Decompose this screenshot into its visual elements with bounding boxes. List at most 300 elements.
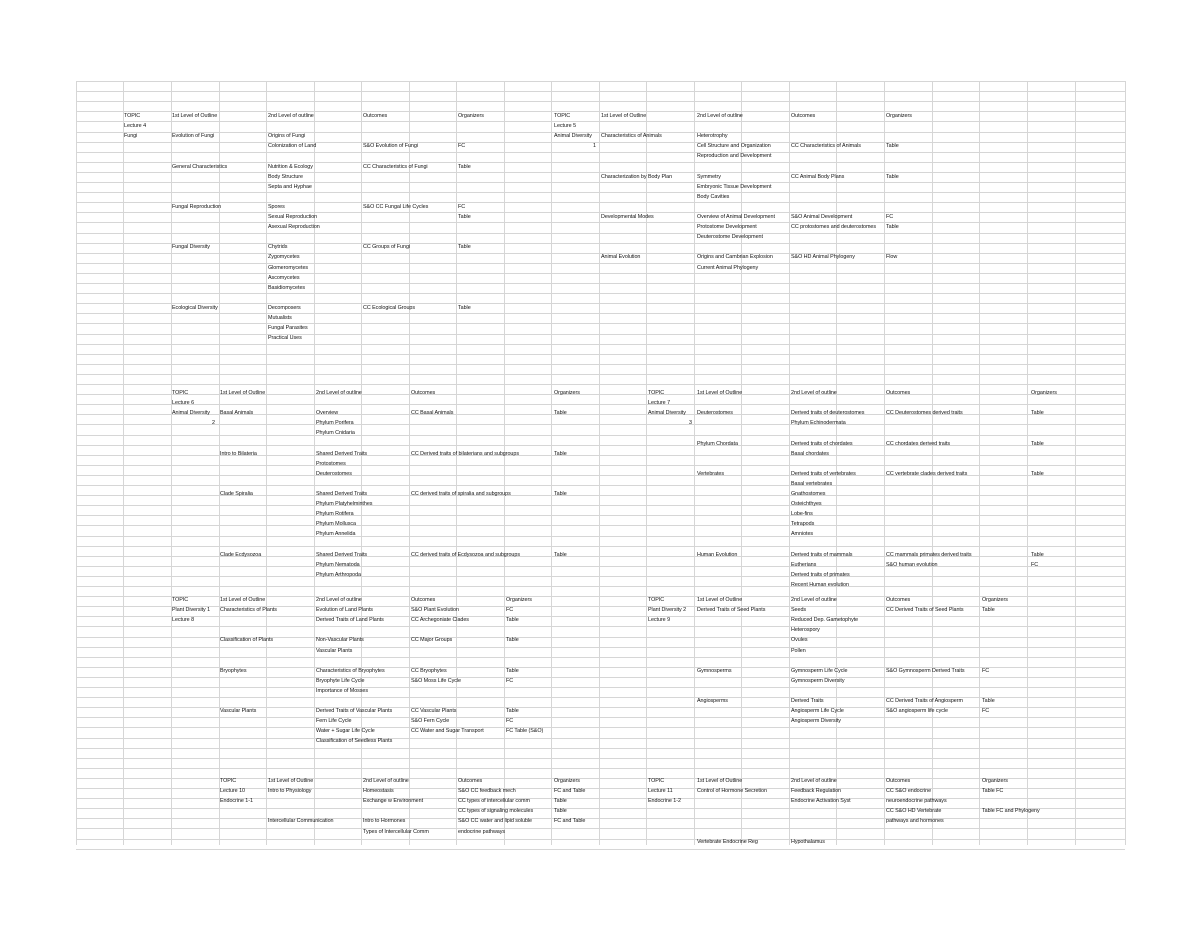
cell-b4-r0-f1[interactable]: 1st Level of Outline (268, 778, 314, 784)
cell-b1-r14-c9[interactable]: Flow (886, 254, 898, 261)
cell-b4-r1-f2[interactable]: Homeostasis (363, 788, 394, 795)
cell-b2-r2-d8[interactable]: CC Deuterostomes derived traits (886, 410, 963, 417)
row-gridline (76, 404, 1125, 405)
cell-b3-r2-e4[interactable]: Table (506, 617, 519, 624)
column-gridline (219, 81, 220, 845)
cell-b3-r11-d1[interactable]: Vascular Plants (220, 708, 257, 715)
cell-b3-r0-d8[interactable]: Outcomes (886, 597, 911, 603)
cell-b4-r1-d7[interactable]: Feedback Regulation (791, 788, 841, 795)
cell-b2-r5-d7[interactable]: Derived traits of chordates (791, 440, 853, 447)
row-gridline (76, 566, 1125, 567)
row-gridline (76, 374, 1125, 375)
cell-b2-r16-d1[interactable]: Clade Ecdysozoa (220, 551, 262, 558)
cell-b3-r1-d6[interactable]: Derived Traits of Seed Plants (697, 607, 766, 614)
cell-b1-r3-c7[interactable]: Cell Structure and Organization (697, 143, 771, 150)
cell-b3-r5-d7[interactable]: Pollen (791, 647, 806, 654)
cell-b3-r7-d1[interactable]: Bryophytes (220, 667, 247, 674)
cell-b1-r7-c2[interactable]: Septa and Hyphae (268, 183, 312, 190)
cell-b2-r18-d2[interactable]: Phylum Arthropoda (316, 571, 361, 578)
cell-b2-r16-d3[interactable]: CC derived traits of Ecdysozoa and subgroups (411, 551, 520, 558)
cell-b4-r2-d5[interactable]: Endocrine 1-2 (648, 798, 681, 805)
cell-b1-r3-c9[interactable]: Table (886, 143, 899, 150)
cell-b4-r3-f3[interactable]: CC types of signaling molecules (458, 808, 534, 815)
cell-b1-r5-c1[interactable]: General Characteristics (172, 163, 228, 170)
row-gridline (76, 697, 1125, 698)
row-gridline (76, 192, 1125, 193)
cell-b1-r0-c6[interactable]: 1st Level of Outline (601, 113, 647, 119)
cell-b1-r14-c2[interactable]: Zygomycetes (268, 254, 300, 261)
row-gridline (76, 616, 1125, 617)
cell-b2-r17-d2[interactable]: Phylum Nematoda (316, 561, 360, 568)
cell-b2-r0-d4[interactable]: Organizers (554, 390, 580, 396)
cell-b2-r10-d1[interactable]: Clade Spiralia (220, 491, 253, 497)
cell-b4-r1-d6[interactable]: Control of Hormone Secretion (697, 788, 767, 795)
cell-b2-r6-d2[interactable]: Shared Derived Traits (316, 450, 368, 457)
cell-b3-r2-d0[interactable]: Lecture 8 (172, 617, 195, 624)
cell-b2-r2-d9[interactable]: Table (1031, 410, 1044, 417)
row-gridline (76, 576, 1125, 577)
cell-b3-r7-d2[interactable]: Characteristics of Bryophytes (316, 667, 385, 674)
cell-b2-r8-d7[interactable]: Derived traits of vertebrates (791, 470, 856, 477)
row-gridline (76, 525, 1125, 526)
row-gridline (76, 233, 1125, 234)
cell-b1-r3-c2[interactable]: Colonization of Land (268, 143, 317, 150)
cell-b2-r9-d7[interactable]: Basal vertebrates (791, 480, 833, 487)
cell-b4-r0-e9[interactable]: Organizers (982, 778, 1008, 784)
cell-b1-r13-c3[interactable]: CC Groups of Fungi (363, 244, 411, 251)
cell-b3-r1-d2[interactable]: Evolution of Land Plants (316, 607, 373, 614)
cell-b1-r0-c8[interactable]: Outcomes (791, 113, 816, 119)
cell-b2-r0-d2[interactable]: 2nd Level of outline (316, 390, 362, 396)
cell-b2-r1-d5[interactable]: Lecture 7 (648, 400, 671, 407)
cell-b2-r0-d0[interactable]: TOPIC (172, 390, 189, 396)
cell-b2-r18-d7[interactable]: Derived traits of primates (791, 571, 850, 578)
cell-b2-r2-d5[interactable]: Animal Diversity (648, 410, 686, 417)
cell-b3-r13-d3[interactable]: CC Water and Sugar Transport (411, 728, 484, 735)
cell-b1-r0-c3[interactable]: Outcomes (363, 113, 388, 119)
row-gridline (76, 354, 1125, 355)
cell-b1-r11-c2[interactable]: Asexual Reproduction (268, 224, 320, 231)
cell-b3-r3-d7[interactable]: Heterospory (791, 627, 820, 634)
cell-b3-r1-d5[interactable]: Plant Diversity 2 (648, 607, 687, 614)
cell-b2-r0-d6[interactable]: 1st Level of Outline (697, 390, 743, 396)
cell-b4-r3-e9[interactable]: Table FC and Phylogeny (982, 808, 1040, 815)
cell-b1-r3-c5r[interactable]: 1 (593, 143, 596, 150)
column-gridline (171, 81, 172, 845)
cell-b3-r2-d2[interactable]: Derived Traits of Land Plants (316, 617, 384, 624)
cell-b1-r14-c6[interactable]: Animal Evolution (601, 254, 641, 261)
cell-b3-r8-d3[interactable]: S&O Moss Life Cycle (411, 677, 461, 684)
cell-b2-r0-d3[interactable]: Outcomes (411, 390, 436, 396)
cell-b4-r2-f4[interactable]: Table (554, 798, 567, 805)
cell-b4-r3-d8[interactable]: CC S&O HD Vertebrate (886, 808, 942, 815)
cell-b2-r6-d7[interactable]: Basal chordates (791, 450, 829, 457)
cell-b2-r8-d8[interactable]: CC vertebrate clades derived traits (886, 470, 968, 477)
cell-b2-r16-d2[interactable]: Shared Derived Traits (316, 551, 368, 558)
cell-b4-r1-f0[interactable]: Lecture 10 (220, 788, 245, 795)
row-gridline (76, 152, 1125, 153)
cell-b3-r10-d7[interactable]: Derived Traits (791, 698, 824, 704)
row-gridline (76, 727, 1125, 728)
cell-b1-r0-c4[interactable]: Organizers (458, 113, 484, 119)
cell-b3-r11-e4[interactable]: Table (506, 708, 519, 715)
row-gridline (76, 344, 1125, 345)
cell-b2-r3-d2[interactable]: Phylum Porifera (316, 420, 354, 427)
cell-b1-r5-c3[interactable]: CC Characteristics of Fungi (363, 163, 428, 170)
row-gridline (76, 121, 1125, 122)
cell-b4-r2-f2[interactable]: Exchange w Environment (363, 798, 424, 805)
cell-b2-r6-d3[interactable]: CC Derived traits of bilaterians and subgroups (411, 450, 519, 457)
cell-b3-r11-e9[interactable]: FC (982, 708, 990, 715)
cell-b2-r16-d8[interactable]: CC mammals primates derived traits (886, 551, 972, 558)
row-gridline (76, 515, 1125, 516)
cell-b1-r13-c4[interactable]: Table (458, 244, 471, 251)
cell-b2-r2-d3[interactable]: CC Basal Animals (411, 410, 454, 417)
column-gridline (1027, 81, 1028, 845)
cell-b4-r2-f0[interactable]: Endocrine 1-1 (220, 798, 253, 805)
cell-b2-r10-d4[interactable]: Table (554, 491, 567, 497)
cell-b4-r0-d8[interactable]: Outcomes (886, 778, 911, 784)
cell-b3-r7-e9[interactable]: FC (982, 667, 990, 674)
cell-b1-r10-c8[interactable]: S&O Animal Development (791, 214, 853, 220)
cell-b2-r17-d8[interactable]: S&O human evolution (886, 561, 938, 568)
cell-b3-r7-d6[interactable]: Gymnosperms (697, 667, 732, 674)
cell-b3-r13-d2[interactable]: Water + Sugar Life Cycle (316, 728, 375, 735)
cell-b3-r11-d3[interactable]: CC Vascular Plants (411, 708, 457, 715)
cell-b1-r22-c2[interactable]: Practical Uses (268, 335, 302, 342)
cell-b2-r0-d8[interactable]: Outcomes (886, 390, 911, 396)
cell-b3-r12-d7[interactable]: Angiosperm Diversity (791, 718, 841, 725)
cell-b3-r1-d0[interactable]: Plant Diversity 1 (172, 607, 211, 614)
cell-b1-r2-c7[interactable]: Heterotrophy (697, 133, 728, 140)
cell-b1-r9-c3[interactable]: S&O CC Fungal Life Cycles (363, 203, 429, 210)
cell-b4-r2-d7[interactable]: Endocrine Activation Syst (791, 798, 851, 805)
cell-b1-r6-c8[interactable]: CC Animal Body Plans (791, 173, 845, 180)
cell-b2-r1-d0[interactable]: Lecture 6 (172, 400, 195, 407)
cell-b1-r10-c9[interactable]: FC (886, 214, 894, 220)
cell-b3-r2-d5[interactable]: Lecture 9 (648, 617, 671, 624)
cell-b1-r19-c2[interactable]: Decomposers (268, 304, 301, 311)
cell-b3-r4-d7[interactable]: Ovules (791, 637, 808, 644)
cell-b3-r0-d6[interactable]: 1st Level of Outline (697, 597, 743, 603)
row-gridline (76, 626, 1125, 627)
cell-b2-r2-d6[interactable]: Deuterostomes (697, 410, 733, 417)
cell-b1-r11-c9[interactable]: Table (886, 224, 899, 231)
cell-b1-r0-c2[interactable]: 2nd Level of outline (268, 113, 314, 119)
cell-b1-r9-c4[interactable]: FC (458, 203, 466, 210)
cell-b4-r3-f4[interactable]: Table (554, 808, 567, 815)
cell-b1-r8-c7[interactable]: Body Cavities (697, 193, 730, 200)
row-gridline (76, 323, 1125, 324)
cell-b2-r2-d7[interactable]: Derived traits of deuterostomes (791, 410, 865, 417)
row-gridline (76, 748, 1125, 749)
cell-b1-r16-c2[interactable]: Ascomycetes (268, 274, 300, 281)
cell-b1-r12-c7[interactable]: Deuterostome Development (697, 234, 763, 241)
cell-b2-r17-d7[interactable]: Eutherians (791, 561, 817, 568)
cell-b3-r0-d5[interactable]: TOPIC (648, 597, 665, 603)
cell-b2-r17-d9[interactable]: FC (1031, 561, 1039, 568)
cell-b3-r0-d3[interactable]: Outcomes (411, 597, 436, 603)
cell-b3-r10-e9[interactable]: Table (982, 698, 995, 704)
column-gridline (266, 81, 267, 845)
column-gridline (646, 81, 647, 845)
row-gridline (76, 293, 1125, 294)
cell-b2-r13-d2[interactable]: Phylum Mollusca (316, 521, 356, 528)
cell-b1-r9-c2[interactable]: Spores (268, 203, 285, 210)
cell-b2-r0-d7[interactable]: 2nd Level of outline (791, 390, 837, 396)
cell-b2-r5-d9[interactable]: Table (1031, 440, 1044, 447)
cell-b2-r16-d4[interactable]: Table (554, 551, 567, 558)
cell-b1-r13-c1[interactable]: Fungal Diversity (172, 244, 210, 251)
cell-b1-r4-c7[interactable]: Reproduction and Development (697, 153, 772, 160)
cell-b3-r8-d2[interactable]: Bryophyte Life Cycle (316, 677, 365, 684)
cell-b1-r10-c2[interactable]: Sexual Reproduction (268, 214, 318, 220)
cell-b2-r16-d7[interactable]: Derived traits of mammals (791, 551, 853, 558)
cell-b2-r10-d2[interactable]: Shared Derived Traits (316, 491, 368, 497)
cell-b2-r8-d6[interactable]: Vertebrates (697, 470, 725, 477)
cell-b1-r11-c8[interactable]: CC protostomes and deuterostomes (791, 224, 876, 231)
cell-b4-r1-f3[interactable]: S&O CC feedback mech (458, 788, 516, 795)
column-gridline (504, 81, 505, 845)
cell-b2-r5-d6[interactable]: Phylum Chordata (697, 440, 738, 447)
cell-b3-r0-e9[interactable]: Organizers (982, 597, 1008, 603)
cell-b1-r2-c5[interactable]: Animal Diversity (554, 133, 592, 140)
cell-b2-r5-d8[interactable]: CC chordates derived traits (886, 440, 950, 447)
cell-b4-r6-d7[interactable]: Hypothalamus (791, 838, 825, 845)
cell-b1-r1-c5[interactable]: Lecture 5 (554, 123, 577, 130)
cell-b2-r12-d7[interactable]: Lobe-fins (791, 511, 813, 518)
cell-b3-r10-d8[interactable]: CC Derived Traits of Angiosperm (886, 698, 963, 704)
cell-b4-r1-d5[interactable]: Lecture 11 (648, 788, 673, 795)
cell-b1-r14-c7[interactable]: Origins and Cambrian Explosion (697, 254, 773, 261)
cell-b1-r19-c1[interactable]: Ecological Diversity (172, 304, 218, 311)
cell-b4-r1-d8[interactable]: CC S&O endocrine (886, 788, 932, 795)
cell-b2-r11-d7[interactable]: Osteichthyes (791, 501, 822, 508)
row-gridline (76, 202, 1125, 203)
cell-b3-r9-d2[interactable]: Importance of Mosses (316, 687, 369, 694)
cell-b3-r2-d3[interactable]: CC Archegoniate Clades (411, 617, 469, 624)
cell-b1-r6-c6[interactable]: Characterization by Body Plan (601, 173, 673, 180)
cell-b3-r11-d7[interactable]: Angiosperm Life Cycle (791, 708, 844, 715)
column-gridline (789, 81, 790, 845)
cell-b3-r0-d0[interactable]: TOPIC (172, 597, 189, 603)
cell-b4-r4-f1[interactable]: Intercellular Communication (268, 818, 334, 825)
cell-b1-r5-c4[interactable]: Table (458, 163, 471, 170)
cell-b4-r1-f1[interactable]: Intro to Physiology (268, 788, 312, 795)
cell-b1-r3-c3[interactable]: S&O Evolution of Fungi (363, 143, 418, 150)
cell-b4-r4-d8[interactable]: pathways and hormones (886, 818, 944, 825)
cell-b1-r10-c4[interactable]: Table (458, 214, 471, 220)
row-gridline (76, 283, 1125, 284)
cell-b1-r6-c2[interactable]: Body Structure (268, 173, 303, 180)
cell-b3-r12-d2[interactable]: Fern Life Cycle (316, 718, 352, 725)
cell-b3-r11-d2[interactable]: Derived Traits of Vascular Plants (316, 708, 393, 715)
row-gridline (76, 424, 1125, 425)
cell-b2-r14-d7[interactable]: Amniotes (791, 531, 814, 538)
cell-b1-r6-c9[interactable]: Table (886, 173, 899, 180)
cell-b3-r7-e4[interactable]: Table (506, 667, 519, 674)
cell-b2-r10-d3[interactable]: CC derived traits of spiralia and subgroups (411, 491, 511, 497)
cell-b4-r6-d6[interactable]: Vertebrate Endocrine Reg (697, 838, 758, 845)
cell-b1-r14-c8[interactable]: S&O HD Animal Phylogeny (791, 254, 855, 261)
column-gridline (76, 81, 77, 845)
cell-b3-r4-d2[interactable]: Non-Vascular Plants (316, 637, 364, 644)
cell-b1-r10-c7[interactable]: Overview of Animal Development (697, 214, 775, 220)
cell-b2-r19-d7[interactable]: Recent Human evolution (791, 581, 849, 588)
cell-b2-r14-d2[interactable]: Phylum Annelida (316, 531, 356, 538)
cell-b1-r2-c2[interactable]: Origins of Fungi (268, 133, 306, 140)
cell-b2-r3-d7[interactable]: Phylum Echinodermata (791, 420, 846, 427)
row-gridline (76, 808, 1125, 809)
cell-b4-r2-d8[interactable]: neuroendocrine pathways (886, 798, 947, 805)
cell-b4-r2-f3[interactable]: CC types of intercellular comm (458, 798, 530, 805)
cell-b1-r2-c6[interactable]: Characteristics of Animals (601, 133, 662, 140)
cell-b3-r2-d7[interactable]: Reduced Dep. Gametophyte (791, 617, 859, 624)
row-gridline (76, 81, 1125, 82)
cell-b1-r19-c4[interactable]: Table (458, 304, 471, 311)
cell-b3-r8-e4[interactable]: FC (506, 677, 514, 684)
column-gridline (1125, 81, 1126, 845)
cell-b4-r0-d5[interactable]: TOPIC (648, 778, 665, 784)
cell-b3-r1-d1[interactable]: Characteristics of Plants (220, 607, 277, 614)
cell-b2-r8-d2[interactable]: Deuterostomes (316, 470, 352, 477)
cell-b4-r0-f0[interactable]: TOPIC (220, 778, 237, 784)
cell-b2-r2-d4[interactable]: Table (554, 410, 567, 417)
cell-b1-r0-c5[interactable]: TOPIC (554, 113, 571, 119)
cell-b4-r0-f3[interactable]: Outcomes (458, 778, 483, 784)
cell-b3-r4-d1[interactable]: Classification of Plants (220, 637, 274, 644)
cell-b2-r16-d6[interactable]: Human Evolution (697, 551, 738, 558)
cell-b1-r1-c0[interactable]: Lecture 4 (124, 123, 147, 130)
cell-b1-r7-c7[interactable]: Embryonic Tissue Development (697, 183, 772, 190)
cell-b2-r0-d9[interactable]: Organizers (1031, 390, 1057, 396)
cell-b2-r2-d2[interactable]: Overview (316, 410, 339, 417)
cell-b3-r1-d3[interactable]: S&O Plant Evolution (411, 607, 459, 614)
cell-b2-r11-d2[interactable]: Phylum Platyhelminthes (316, 501, 373, 508)
cell-b2-r10-d7[interactable]: Gnathostomes (791, 491, 826, 497)
cell-b3-r1-d7[interactable]: Seeds (791, 607, 807, 614)
cell-b3-r10-d6[interactable]: Angiosperms (697, 698, 728, 704)
cell-b1-r3-c4[interactable]: FC (458, 143, 466, 150)
cell-b3-r0-e4[interactable]: Organizers (506, 597, 532, 603)
row-gridline (76, 717, 1125, 718)
cell-b4-r4-f4[interactable]: FC and Table (554, 818, 586, 825)
cell-b4-r0-d7[interactable]: 2nd Level of outline (791, 778, 837, 784)
cell-b4-r1-f4[interactable]: FC and Table (554, 788, 586, 795)
cell-b3-r4-d3[interactable]: CC Major Groups (411, 637, 453, 644)
cell-b1-r0-c7[interactable]: 2nd Level of outline (697, 113, 743, 119)
cell-b2-r13-d7[interactable]: Tetrapods (791, 521, 815, 528)
cell-b2-r16-d9[interactable]: Table (1031, 551, 1044, 558)
cell-b2-r0-d1[interactable]: 1st Level of Outline (220, 390, 266, 396)
cell-b3-r0-d2[interactable]: 2nd Level of outline (316, 597, 362, 603)
cell-b2-r4-d2[interactable]: Phylum Cnidaria (316, 430, 355, 437)
cell-b3-r8-d7[interactable]: Gymnosperm Diversity (791, 677, 845, 684)
cell-b2-r3-d5r[interactable]: 3 (689, 420, 692, 427)
cell-b3-r14-d2[interactable]: Classification of Seedless Plants (316, 738, 393, 745)
cell-b2-r7-d2[interactable]: Protostomes (316, 460, 346, 467)
cell-b3-r1-e9[interactable]: Table (982, 607, 995, 614)
cell-b2-r6-d4[interactable]: Table (554, 450, 567, 457)
row-gridline (76, 101, 1125, 102)
cell-b3-r12-e4[interactable]: FC (506, 718, 514, 725)
cell-b4-r5-f2[interactable]: Types of Intercellular Comm (363, 828, 429, 835)
cell-b3-r0-d1[interactable]: 1st Level of Outline (220, 597, 266, 603)
cell-b1-r10-c6[interactable]: Developmental Modes (601, 214, 654, 220)
cell-b2-r8-d9[interactable]: Table (1031, 470, 1044, 477)
cell-b3-r7-d7[interactable]: Gymnosperm Life Cycle (791, 667, 848, 674)
cell-b1-r2-c1[interactable]: Evolution of Fungi (172, 133, 215, 140)
cell-b3-r1-d8[interactable]: CC Derived Traits of Seed Plants (886, 607, 964, 614)
cell-b1-r0-c9[interactable]: Organizers (886, 113, 912, 119)
cell-b3-r0-d7[interactable]: 2nd Level of outline (791, 597, 837, 603)
cell-b1-r15-c2[interactable]: Glomeromycetes (268, 264, 309, 271)
cell-b2-r3-d0r[interactable]: 2 (212, 420, 215, 427)
cell-b4-r5-f3[interactable]: endocrine pathways (458, 828, 506, 835)
cell-b1-r0-c0[interactable]: TOPIC (124, 113, 141, 119)
cell-b1-r17-c2[interactable]: Basidiomycetes (268, 284, 306, 291)
cell-b3-r13-e4[interactable]: FC Table (S&O) (506, 728, 544, 735)
cell-b2-r0-d5[interactable]: TOPIC (648, 390, 665, 396)
row-gridline (76, 687, 1125, 688)
cell-b1-r5-c2[interactable]: Nutrition & Ecology (268, 163, 313, 170)
cell-b2-r6-d1[interactable]: Intro to Bilateria (220, 450, 257, 457)
column-gridline (932, 81, 933, 845)
cell-b1-r9-c1[interactable]: Fungal Reproduction (172, 203, 222, 210)
cell-b1-r19-c3[interactable]: CC Ecological Groups (363, 304, 416, 311)
row-gridline (76, 243, 1125, 244)
row-gridline (76, 465, 1125, 466)
cell-b4-r0-f2[interactable]: 2nd Level of outline (363, 778, 409, 784)
row-gridline (76, 849, 1125, 850)
cell-b3-r12-d3[interactable]: S&O Fern Cycle (411, 718, 450, 725)
column-gridline (551, 81, 552, 845)
cell-b1-r2-c0[interactable]: Fungi (124, 133, 138, 140)
cell-b1-r0-c1[interactable]: 1st Level of Outline (172, 113, 218, 119)
cell-b4-r4-f2[interactable]: Intro to Hormones (363, 818, 406, 825)
row-gridline (76, 162, 1125, 163)
row-gridline (76, 334, 1125, 335)
row-gridline (76, 546, 1125, 547)
cell-b4-r0-f4[interactable]: Organizers (554, 778, 580, 784)
row-gridline (76, 758, 1125, 759)
cell-b1-r15-c7[interactable]: Current Animal Phylogeny (697, 264, 759, 271)
cell-b3-r11-d8[interactable]: S&O angiosperm life cycle (886, 708, 948, 715)
cell-b3-r7-d8[interactable]: S&O Gymnosperm Derived Traits (886, 667, 965, 674)
cell-b4-r1-e9[interactable]: Table FC (982, 788, 1004, 795)
row-gridline (76, 586, 1125, 587)
cell-b3-r1-e4[interactable]: FC (506, 607, 514, 614)
row-gridline (76, 384, 1125, 385)
cell-b1-r21-c2[interactable]: Fungal Parasites (268, 325, 308, 332)
cell-b1-r3-c8[interactable]: CC Characteristics of Animals (791, 143, 861, 150)
cell-b1-r20-c2[interactable]: Mutualists (268, 315, 292, 321)
cell-b3-r7-d3[interactable]: CC Bryophytes (411, 667, 447, 674)
column-gridline (314, 81, 315, 845)
cell-b1-r13-c2[interactable]: Chytrids (268, 244, 288, 251)
cell-b4-r4-f3[interactable]: S&O CC water and lipid soluble (458, 818, 533, 825)
cell-b2-r2-d0b[interactable]: Basal Animals (220, 410, 254, 417)
cell-b2-r12-d2[interactable]: Phylum Rotifera (316, 511, 354, 518)
row-gridline (76, 657, 1125, 658)
cell-b3-r5-d2[interactable]: Vascular Plants (316, 647, 353, 654)
cell-b3-r4-e4[interactable]: Table (506, 637, 519, 644)
cell-b2-r2-d0[interactable]: Animal Diversity (172, 410, 210, 417)
cell-b1-r6-c7[interactable]: Symmetry (697, 173, 721, 180)
column-gridline (836, 81, 837, 845)
cell-b4-r0-d6[interactable]: 1st Level of Outline (697, 778, 743, 784)
cell-b1-r11-c7[interactable]: Protostome Development (697, 224, 757, 231)
